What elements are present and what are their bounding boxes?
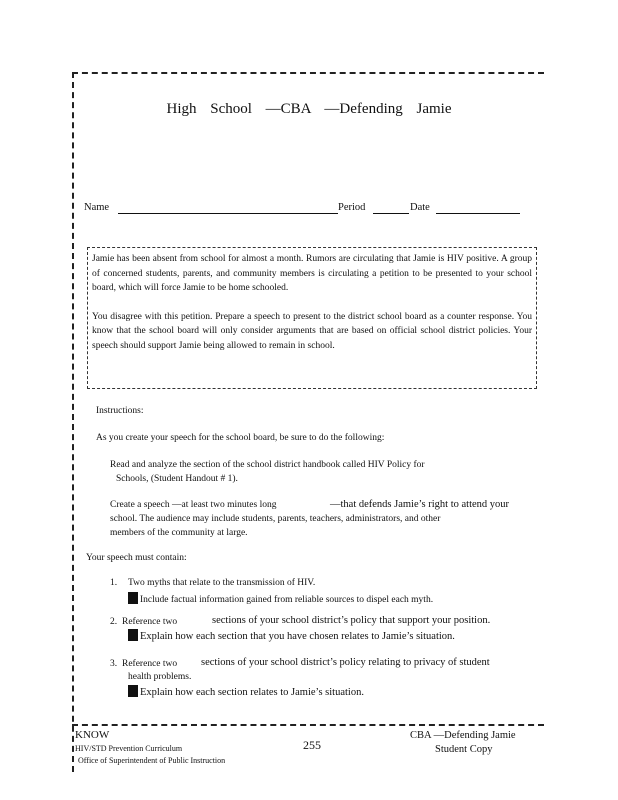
scenario-paragraph-2: You disagree with this petition. Prepare a speech to present to the district school board as a counter response. You know that the school board will only consider arguments that are based on official school district policies. Your speech should support Jamie being allowed to remain in school. — [92, 311, 532, 351]
item1-text: Two myths that relate to the transmission of HIV. — [128, 578, 316, 588]
item2-reference: Reference two — [122, 617, 178, 627]
bullet-icon — [128, 592, 138, 604]
item3-reference: Reference two — [122, 659, 178, 669]
page-number: 255 — [303, 738, 321, 752]
step2-line3: members of the community at large. — [110, 528, 248, 538]
item2-sub: Explain how each section that you have chosen relates to Jamie’s situation. — [140, 631, 455, 642]
period-label: Period — [338, 202, 366, 213]
bullet-icon — [128, 629, 138, 641]
instructions-heading: Instructions: — [96, 406, 144, 416]
scenario-paragraph-1: Jamie has been absent from school for almost a month. Rumors are circulating that Jamie is HIV positive. A group of concerned students, parents, and community members is circulating a petition to be presented to your school board, which will force Jamie to be home schooled. — [92, 254, 532, 293]
footer-curriculum: HIV/STD Prevention Curriculum — [75, 744, 183, 753]
item3-number: 3. — [110, 659, 118, 669]
footer-know: KNOW — [75, 729, 110, 741]
item1-sub-row — [128, 592, 433, 605]
page-title: High School —CBA —Defending Jamie — [166, 101, 452, 117]
top-border — [72, 72, 544, 74]
name-field[interactable] — [118, 213, 338, 214]
left-border — [72, 72, 74, 772]
step1-line1: Read and analyze the section of the school district handbook called HIV Policy for — [110, 460, 425, 470]
step1-line2: Schools, (Student Handout # 1). — [116, 474, 238, 484]
footer-copy-type: Student Copy — [435, 744, 493, 755]
footer-doc-title: CBA —Defending Jamie — [410, 730, 516, 741]
bottom-border — [72, 724, 544, 726]
item1-number: 1. — [110, 578, 118, 588]
instructions-intro: As you create your speech for the school board, be sure to do the following: — [96, 433, 385, 443]
period-field[interactable] — [373, 213, 409, 214]
item2-sub-row — [128, 629, 455, 642]
footer-office: Office of Superintendent of Public Instruction — [78, 756, 226, 765]
name-label: Name — [84, 202, 110, 213]
bullet-icon — [128, 685, 138, 697]
date-label: Date — [410, 202, 430, 213]
item3-sub: Explain how each section relates to Jamie’s situation. — [140, 687, 364, 698]
item3-text: sections of your school district’s policy relating to privacy of student — [201, 657, 490, 668]
step2-line1b: —that defends Jamie’s right to attend your — [330, 499, 510, 510]
item1-sub: Include factual information gained from reliable sources to dispel each myth. — [140, 595, 434, 605]
item3-line2: health problems. — [128, 672, 192, 682]
item2-text: sections of your school district’s policy that support your position. — [212, 615, 491, 626]
scenario-box — [87, 247, 537, 389]
step2-line1a: Create a speech —at least two minutes long — [110, 500, 277, 510]
date-field[interactable] — [436, 213, 520, 214]
must-contain-heading: Your speech must contain: — [86, 553, 187, 563]
item3-sub-row — [128, 685, 364, 698]
item2-number: 2. — [110, 617, 118, 627]
step2-line2: school. The audience may include students, parents, teachers, administrators, and other — [110, 514, 441, 524]
